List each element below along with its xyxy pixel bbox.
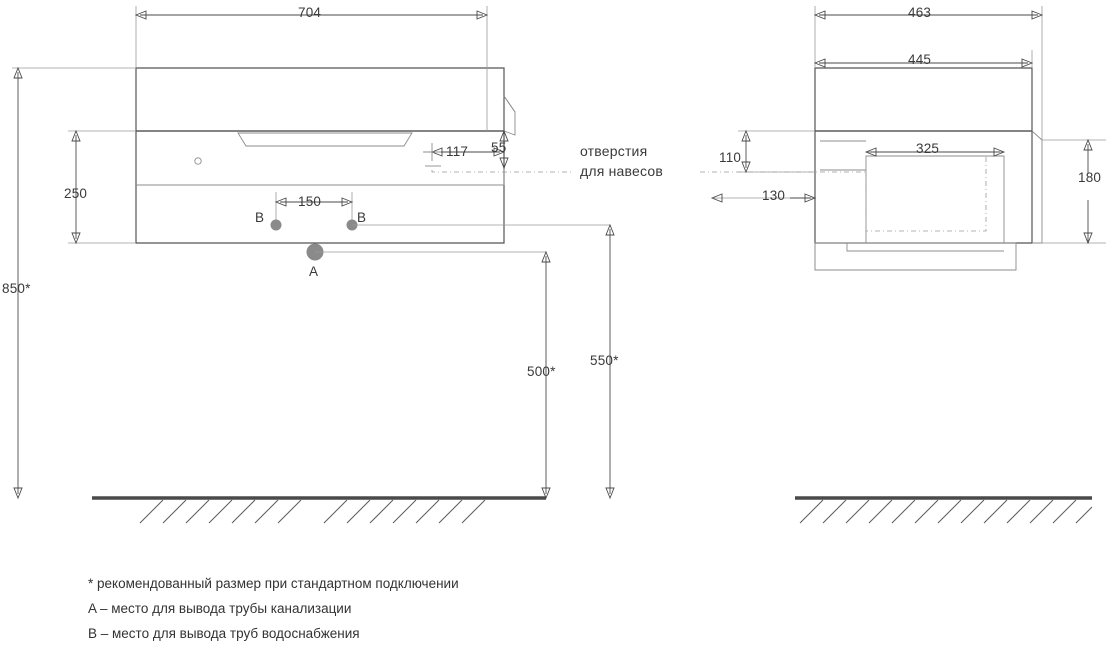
dimension-label-hole-offset-117: 117 <box>446 144 469 159</box>
dimension-label-depth-inner-445: 445 <box>908 52 932 67</box>
dimension-label-water-height-550: 550* <box>590 353 619 368</box>
marker-label-water-right-b: B <box>357 210 367 225</box>
marker-label-water-left-b: B <box>255 210 265 225</box>
dimension-label-sink-depth-325: 325 <box>916 141 940 156</box>
dimension-label-total-height-850: 850* <box>2 281 31 296</box>
marker-label-drain-a: A <box>309 264 319 279</box>
legend-note-water-supply: B – место для вывода труб водоснабжения <box>88 626 360 641</box>
dimension-label-pipe-spacing-150: 150 <box>298 194 322 209</box>
dimension-label-height-250: 250 <box>64 186 88 201</box>
callout-mounting-holes-line1: отверстия <box>580 143 648 159</box>
dimension-label-height-180: 180 <box>1078 170 1102 185</box>
callout-mounting-holes-line2: для навесов <box>580 163 663 179</box>
legend-note-recommended-size: * рекомендованный размер при стандартном подключении <box>88 576 459 591</box>
legend-note-drain-outlet: A – место для вывода трубы канализации <box>88 601 352 616</box>
dimension-label-hook-offset-130: 130 <box>762 188 786 203</box>
dimension-label-depth-463: 463 <box>908 5 932 20</box>
dimension-label-drain-height-500: 500* <box>527 364 556 379</box>
dimension-label-hole-offset-55: 55 <box>491 140 507 155</box>
dimension-label-width-704: 704 <box>298 5 322 20</box>
dimension-label-hook-offset-110: 110 <box>719 150 742 165</box>
